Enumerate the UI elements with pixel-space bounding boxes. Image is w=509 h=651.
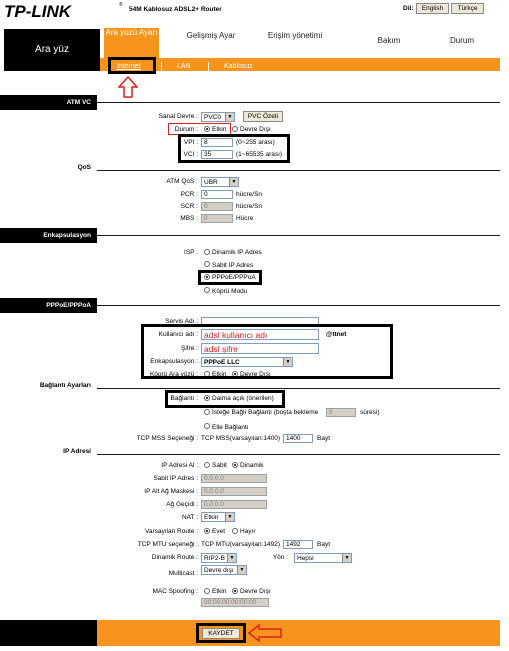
arrow-up-icon bbox=[118, 76, 138, 98]
default-route-yes-label: Evet bbox=[212, 528, 226, 535]
default-route-label: Varsayılan Route : bbox=[145, 528, 198, 535]
multicast-label: Multicast : bbox=[168, 570, 198, 577]
section-ip-address: IP Adresi bbox=[63, 448, 91, 455]
mac-spoofing-disabled-radio[interactable] bbox=[232, 588, 238, 594]
virtual-circuit-select[interactable]: PVC0 ▼ bbox=[201, 112, 235, 122]
default-route-no-label: Hayır bbox=[240, 528, 256, 535]
subnet-mask-input[interactable]: 0.0.0.0 bbox=[201, 487, 267, 496]
bridge-disabled-label: Devre Dışı bbox=[240, 371, 271, 378]
multicast-select[interactable]: Devre dışı ▼ bbox=[201, 565, 247, 575]
tcp-mtu-label: TCP MTU seçeneği : bbox=[137, 541, 198, 548]
section-atm-vc: ATM VC bbox=[0, 95, 97, 110]
scr-input[interactable]: 0 bbox=[201, 202, 233, 211]
pcr-unit: hücre/Sn bbox=[236, 191, 263, 198]
isp-bridge-label: Köprü Modu bbox=[212, 288, 248, 295]
vpi-range: (0~255 arası) bbox=[236, 139, 275, 146]
scr-unit: hücre/Sn bbox=[236, 203, 263, 210]
section-divider bbox=[97, 102, 500, 103]
static-ip-input[interactable]: 0.0.0.0 bbox=[201, 474, 267, 483]
vpi-input[interactable]: 8 bbox=[201, 138, 233, 147]
password-label: Şifre : bbox=[181, 345, 198, 352]
direction-label: Yön : bbox=[272, 554, 288, 561]
idle-timeout-input[interactable]: 0 bbox=[326, 408, 356, 417]
mac-spoofing-enabled-label: Etkin bbox=[212, 588, 227, 595]
annotation-box-always-on bbox=[165, 390, 285, 408]
subtab-wireless[interactable]: Kablosuz bbox=[224, 63, 253, 70]
annotation-box-internet bbox=[108, 57, 156, 74]
ip-static-radio[interactable] bbox=[204, 462, 210, 468]
isp-dynamic-label: Dinamik IP Adres bbox=[212, 249, 262, 256]
direction-select[interactable]: Hepsi ▼ bbox=[294, 553, 352, 563]
tab-maintenance[interactable]: Bakım bbox=[377, 36, 401, 45]
tcp-mss-unit: Bayt bbox=[317, 435, 331, 442]
section-qos: QoS bbox=[77, 164, 91, 171]
bridge-enabled-label: Etkin bbox=[212, 371, 227, 378]
isp-dynamic-radio[interactable] bbox=[204, 249, 210, 255]
footer-orange-bar bbox=[97, 620, 500, 646]
annotation-box-vpi-vci bbox=[178, 134, 290, 163]
dynamic-route-label: Dinamik Route : bbox=[151, 554, 198, 561]
pcr-label: PCR : bbox=[180, 191, 198, 198]
vci-input[interactable]: 35 bbox=[201, 150, 233, 159]
registered-icon: ® bbox=[119, 2, 123, 8]
mbs-input[interactable]: 0 bbox=[201, 214, 233, 223]
ip-static-label: Sabit bbox=[212, 462, 227, 469]
logo: TP-LINK bbox=[4, 2, 72, 21]
section-divider bbox=[97, 388, 500, 389]
atm-qos-label: ATM QoS : bbox=[166, 178, 198, 185]
model-title: 54M Kablosuz ADSL2+ Router bbox=[129, 6, 222, 13]
mbs-label: MBS : bbox=[180, 215, 198, 222]
scr-label: SCR : bbox=[180, 203, 198, 210]
annotation-box-credentials bbox=[141, 324, 393, 379]
tcp-mtu-input[interactable]: 1492 bbox=[283, 540, 313, 549]
tcp-mtu-unit: Bayt bbox=[317, 541, 331, 548]
mac-spoofing-disabled-label: Devre Dışı bbox=[240, 588, 271, 595]
language-english-button[interactable]: English bbox=[416, 3, 449, 14]
atm-qos-select[interactable]: UBR ▼ bbox=[201, 177, 239, 187]
ip-dynamic-label: Dinamik bbox=[240, 462, 264, 469]
connection-label: Bağlantı : bbox=[170, 395, 198, 402]
username-label: Kullanıcı adı : bbox=[158, 331, 198, 338]
bridge-interface-label: Köprü Ara yüzü : bbox=[149, 371, 198, 378]
mac-spoofing-label: MAC Spoofing : bbox=[152, 588, 198, 595]
tcp-mss-text: TCP MSS(varsayılan:1400) bbox=[201, 435, 280, 442]
section-divider bbox=[97, 454, 500, 455]
footer-left-black bbox=[0, 620, 97, 646]
password-input[interactable]: adsl şifre bbox=[201, 343, 319, 354]
conn-manual-label: Elle Bağlantı bbox=[212, 424, 249, 431]
isp-pppoe-label: PPPoE/PPPoA bbox=[212, 274, 256, 281]
status-disabled-label: Devre Dışı bbox=[240, 126, 271, 133]
section-divider bbox=[97, 170, 500, 171]
vci-label: VCI : bbox=[183, 151, 198, 158]
tab-access-management[interactable]: Erişim yönetimi bbox=[267, 31, 323, 40]
conn-on-demand-label: İsteğe Bağlı Bağlantı (boşta bekleme bbox=[212, 409, 319, 416]
status-disabled-radio[interactable] bbox=[232, 126, 238, 132]
dynamic-route-select[interactable]: RIP2-B ▼ bbox=[201, 553, 237, 563]
default-route-yes-radio[interactable] bbox=[204, 528, 210, 534]
status-enabled-label: Etkin bbox=[212, 126, 227, 133]
section-divider bbox=[97, 305, 500, 306]
conn-manual-radio[interactable] bbox=[204, 423, 210, 429]
subtab-lan[interactable]: LAN bbox=[177, 63, 191, 70]
tcp-mss-label: TCP MSS Seçeneği : bbox=[136, 435, 198, 442]
gateway-input[interactable]: 0.0.0.0 bbox=[201, 500, 267, 509]
pvc-summary-button[interactable]: PVC Özeti bbox=[243, 111, 283, 122]
idle-timeout-unit: süresi) bbox=[360, 409, 380, 416]
tcp-mtu-text: TCP MTU(varsayılan:1492) bbox=[201, 541, 280, 548]
tab-interface-setup[interactable]: Ara yüzü Ayarı bbox=[105, 28, 158, 37]
vpi-label: VPI : bbox=[183, 139, 198, 146]
tab-status[interactable]: Durum bbox=[449, 36, 474, 45]
gateway-label: Ağ Geçidi : bbox=[166, 501, 198, 508]
tab-advanced-setup[interactable]: Gelişmiş Ayar bbox=[186, 31, 236, 40]
section-pppoe: PPPoE/PPPoA bbox=[0, 298, 97, 313]
vci-range: (1~65535 arası) bbox=[236, 151, 283, 158]
isp-static-label: Sabit IP Adres bbox=[212, 262, 254, 269]
annotation-box-save bbox=[196, 623, 246, 643]
service-name-label: Servis Adı : bbox=[165, 318, 198, 325]
status-label: Durum : bbox=[174, 126, 198, 133]
static-ip-label: Sabit IP Adres : bbox=[153, 475, 198, 482]
section-encapsulation: Enkapsulasyon bbox=[0, 228, 97, 243]
virtual-circuit-label: Sanal Devre : bbox=[158, 113, 198, 120]
get-ip-label: IP Adresi Al : bbox=[161, 462, 198, 469]
subtab-separator bbox=[161, 62, 162, 71]
pcr-input[interactable]: 0 bbox=[201, 190, 233, 199]
isp-bridge-radio[interactable] bbox=[204, 287, 210, 293]
username-input[interactable]: adsl kullanıcı adı bbox=[201, 329, 319, 340]
subtab-internet[interactable]: Internet bbox=[117, 63, 141, 70]
conn-always-on-label: Daima açık (önerilen) bbox=[212, 395, 274, 402]
nat-label: NAT : bbox=[181, 514, 198, 521]
subnet-mask-label: IP Alt Ağ Maskesi : bbox=[144, 488, 198, 495]
isp-label: ISP : bbox=[184, 249, 198, 256]
nat-select[interactable]: Etkin ▼ bbox=[201, 512, 235, 522]
encapsulation-label: Enkapsulasyon : bbox=[150, 358, 198, 365]
encapsulation-select[interactable]: PPPoE LLC ▼ bbox=[201, 357, 293, 367]
tcp-mss-input[interactable]: 1400 bbox=[283, 434, 313, 443]
default-route-no-radio[interactable] bbox=[232, 528, 238, 534]
subtab-separator bbox=[208, 62, 209, 71]
ip-dynamic-radio[interactable] bbox=[232, 462, 238, 468]
section-connection: Bağlantı Ayarları bbox=[39, 382, 91, 389]
mac-spoofing-enabled-radio[interactable] bbox=[204, 588, 210, 594]
isp-static-radio[interactable] bbox=[204, 261, 210, 267]
mbs-unit: Hücre bbox=[236, 215, 254, 222]
save-button[interactable]: KAYDET bbox=[202, 628, 240, 639]
nav-orange-bar bbox=[100, 58, 500, 71]
arrow-left-icon bbox=[248, 624, 282, 642]
language-label: Dil: bbox=[403, 5, 414, 12]
annotation-box-pppoe bbox=[198, 270, 262, 285]
language-turkish-button[interactable]: Türkçe bbox=[451, 3, 484, 14]
conn-on-demand-radio[interactable] bbox=[204, 409, 210, 415]
mac-address-input[interactable]: 00:00:00:00:00:00 bbox=[201, 598, 269, 607]
nav-title: Ara yüz bbox=[35, 44, 69, 55]
username-suffix: @ttnet bbox=[326, 331, 347, 338]
section-divider bbox=[97, 235, 500, 236]
